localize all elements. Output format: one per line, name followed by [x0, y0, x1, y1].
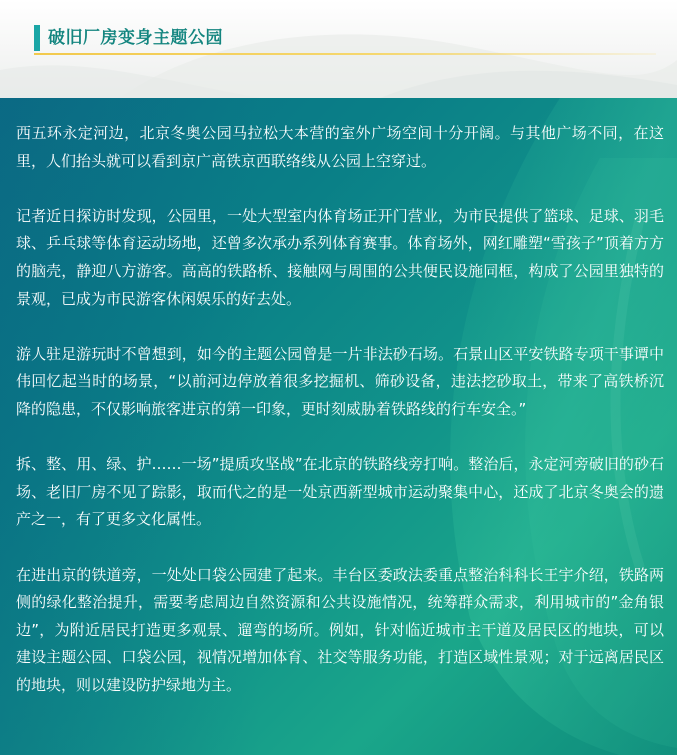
article-body — [0, 98, 677, 755]
paragraph: 记者近日探访时发现，公园里，一处大型室内体育场正开门营业，为市民提供了篮球、足球、羽毛球、乒乓球等体育运动场地，还曾多次承办系列体育赛事。体育场外，网红雕塑“雪孩子”顶着方方的脑壳，静迎八方游客。高高的铁路桥、接触网与周围的公共便民设施同框，构成了公园里独特的景观，已成为市民游客休闲娱乐的好去处。 — [16, 206, 664, 308]
section-title: 破旧厂房变身主题公园 — [48, 28, 223, 48]
section-heading — [34, 22, 656, 56]
paragraph: 西五环永定河边，北京冬奥公园马拉松大本营的室外广场空间十分开阔。与其他广场不同，在这里，人们抬头就可以看到京广高铁京西联络线从公园上空穿过。 — [16, 124, 664, 170]
article-text — [16, 120, 664, 699]
paragraph: 拆、整、用、绿、护……一场”提质攻坚战”在北京的铁路线旁打响。整治后，永定河旁破旧的砂石场、老旧厂房不见了踪影，取而代之的是一处京西新型城市运动聚集中心，还成了北京冬奥会的遗产之一，有了更多文化属性。 — [16, 455, 664, 529]
paragraph: 游人驻足游玩时不曾想到，如今的主题公园曾是一片非法砂石场。石景山区平安铁路专项干事谭中伟回忆起当时的场景，“以前河边停放着很多挖掘机、筛砂设备，违法挖砂取土，带来了高铁桥沉降的隐患，不仅影响旅客进京的第一印象，更时刻威胁着铁路线的行车安全。” — [16, 344, 664, 418]
heading-accent-bar — [34, 25, 40, 51]
header-banner — [0, 0, 677, 98]
heading-underline — [34, 53, 656, 55]
paragraph: 在进出京的铁道旁，一处处口袋公园建了起来。丰台区委政法委重点整治科科长王宇介绍，铁路两侧的绿化整治提升，需要考虑周边自然资源和公共设施情况，统筹群众需求，利用城市的”金角银边”，为附近居民打造更多观景、遛弯的场所。例如，针对临近城市主干道及居民区的地块，可以建设主题公园、口袋公园，视情况增加体育、社交等服务功能，打造区域性景观；对于远离居民区的地块，则以建设防护绿地为主。 — [16, 565, 664, 694]
